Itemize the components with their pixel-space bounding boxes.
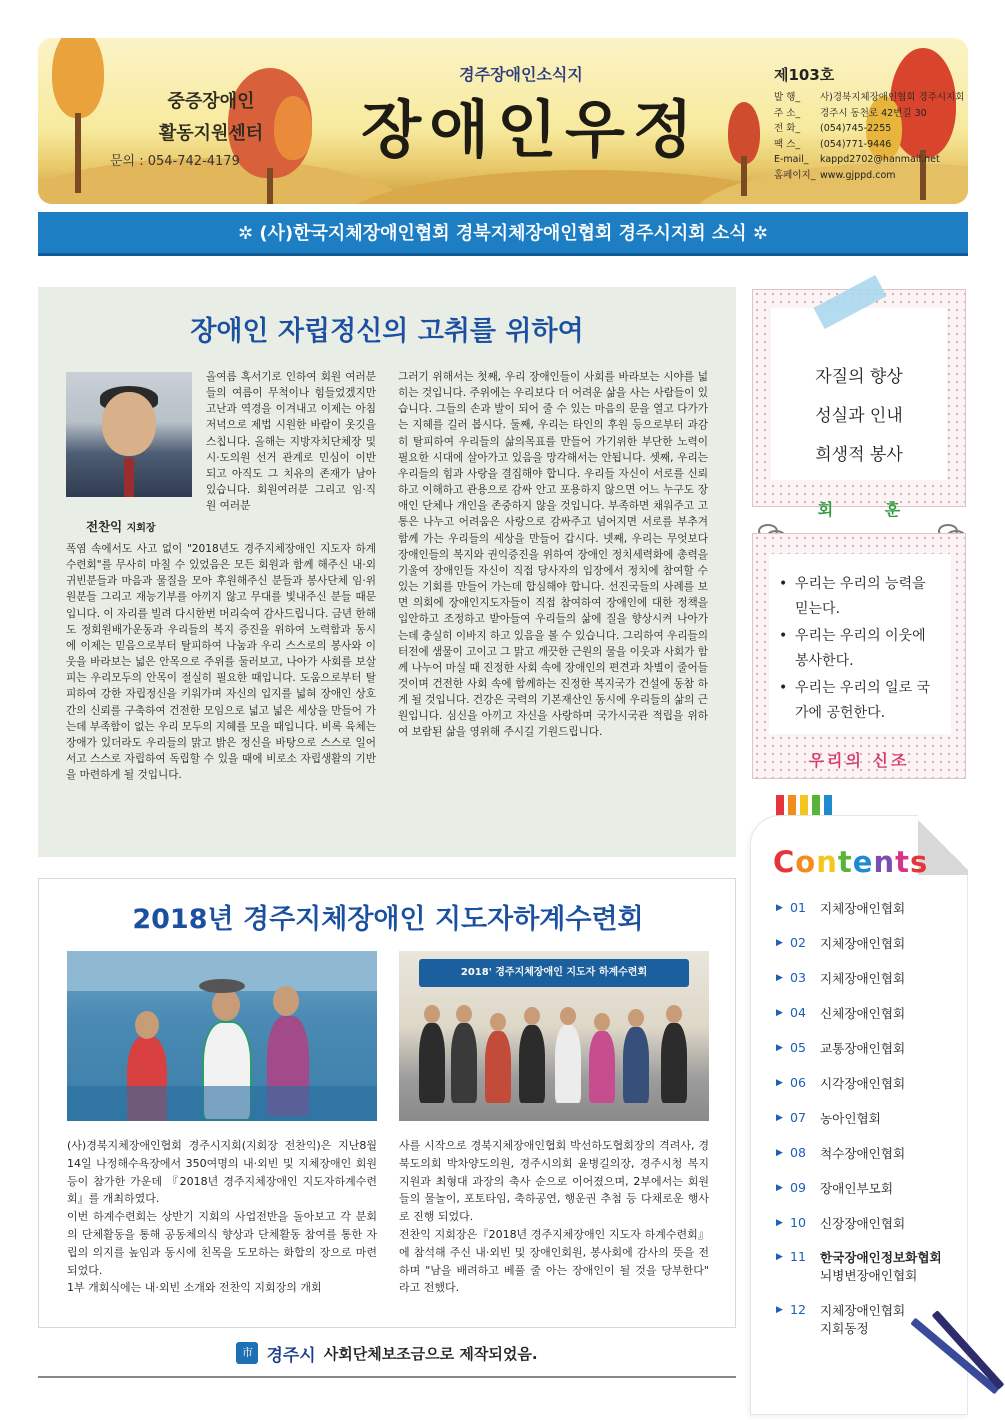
article-text-col2: 사를 시작으로 경북지체장애인협회 박선하도협회장의 격려사, 경북도의회 박차양도의원, 경주시의회 윤병길의장, 경주시청 복지지원과 최형대 과장의 축사 순으로 이어졌으며, 2부에서는 회원들의 물놀이, 포토타임, 축하공연, 행운권 추첨 등 다채로운 행사로 진행 되었다. 전찬익 지회장은『2018년 경주지체장애인 지도자 하계수련회』에 참석해 주신 내·외빈 및 장애인회원, 봉사회에 감사의 뜻을 전하며 "남을 배려하고 베풀 줄 아는 장애인이 될 것을 당부한다" 라고 전했다. — [399, 1139, 709, 1295]
portrait-photo — [66, 372, 192, 497]
info-row: E-mail_ kappd2702@hanmail.net — [774, 154, 940, 165]
section-banner — [38, 212, 968, 256]
center-name-line1: 중증장애인 — [167, 91, 255, 112]
beach-photo — [67, 951, 377, 1121]
arrow-right-icon: ▶ — [776, 938, 783, 948]
publisher-info — [774, 90, 964, 183]
creed-title: 우리의 신조 — [808, 751, 910, 770]
issue-number: 제103호 — [774, 66, 835, 84]
city-logo-icon: 市 — [236, 1342, 258, 1364]
portrait-face — [102, 392, 156, 456]
arrow-right-icon: ▶ — [776, 1305, 783, 1315]
center-name-line2: 활동지원센터 — [158, 123, 264, 144]
creed-box — [752, 533, 966, 779]
event-banner: 2018' 경주지체장애인 지도자 하계수련회 — [419, 959, 689, 987]
contents-item[interactable]: ▶ 09 장애인부모회 — [776, 1180, 893, 1196]
creed-item: • 우리는 우리의 능력을 믿는다. — [779, 576, 926, 617]
creed-item: • 우리는 우리의 일로 국가에 공헌한다. — [779, 680, 931, 721]
caption-role: 지회장 — [126, 523, 156, 534]
banner-text: ✲ (사)한국지체장애인협회 경북지체장애인협회 경주시지회 소식 ✲ — [237, 223, 769, 244]
article-summer-camp — [38, 878, 736, 1328]
motto-label-left: 회 — [817, 500, 834, 519]
contents-item[interactable]: ▶ 01 지체장애인협회 — [776, 900, 906, 916]
newsletter-subtitle: 경주장애인소식지 — [459, 65, 583, 84]
contents-item[interactable]: ▶ 06 시각장애인협회 — [776, 1075, 906, 1091]
info-row: 홈페이지_ www.gjppd.com — [774, 169, 896, 181]
contents-item[interactable]: ▶ 10 신장장애인협회 — [776, 1215, 906, 1231]
masthead — [38, 38, 968, 204]
arrow-right-icon: ▶ — [776, 973, 783, 983]
arrow-right-icon: ▶ — [776, 903, 783, 913]
info-row: 팩 스_ (054)771-9446 — [774, 138, 892, 150]
footer — [38, 1332, 736, 1374]
footer-text: 사회단체보조금으로 제작되었음. — [323, 1344, 538, 1363]
motto-label — [752, 497, 966, 520]
article-editorial — [38, 287, 736, 857]
article-title: 장애인 자립정신의 고취를 위하여 — [190, 316, 584, 347]
portrait-caption — [86, 517, 156, 535]
motto-line: 희생적 봉사 — [815, 445, 903, 465]
arrow-right-icon: ▶ — [776, 1148, 783, 1158]
motto-inner — [771, 308, 947, 480]
arrow-right-icon: ▶ — [776, 1218, 783, 1228]
contents-item[interactable]: ▶ 05 교통장애인협회 — [776, 1040, 906, 1056]
article-text-col1-bottom: 폭염 속에서도 사고 없이 "2018년도 경주지체장애인 지도자 하계수련회"를 무사히 마칠 수 있었음은 모든 회원과 함께 해주신 내·외 귀빈분들과 마음과 물질을 모아 후원해주신 분들과 봉사단체 임·위원분들 그리고 재능기부를 아끼지 않고 무대를 빛내주신 분들 때문입니다. 이 자리를 빌려 다시한번 머리숙여 감사드립니다. 금년 한해도 정회원배가운동과 우리들의 복지 증진을 위하여 노력함과 동시에 이제는 믿음으로부터 탈피하여 나눔과 우리 스스로의 봉사와 이웃을 바라보는 넓은 안목으로 주위를 둘러보고, 나아가 사회를 보살피는 우리모두의 안목이 절실히 필요한 때입니다. 도움으로부터 탈피하여 강한 자립정신을 키워가며 자신의 입지를 넓혀 장애인 상호간의 신뢰를 구축하여 건전한 모임으로 넓고 넓은 세상을 만들어 가는데 부족함이 없는 우리 모두의 지혜를 모을 때입니다. 비록 육체는 장애가 있더라도 우리들의 맑고 밝은 정신을 바탕으로 스스로 일어서고 스스로 자립하여 독립할 수 있을 때에 비로소 자립생활의 기반을 마련하게 될 것입니다. — [66, 543, 376, 782]
contents-item[interactable]: ▶ 04 신체장애인협회 — [776, 1005, 906, 1021]
motto-line: 자질의 향상 — [815, 367, 903, 387]
article-text-col2: 그러기 위해서는 첫째, 우리 장애인들이 사회를 바라보는 시야를 넓히는 것입니다. 주위에는 우리보다 더 어려운 삶을 사는 사람들이 있습니다. 그들의 손과 발이 되어 줄 수 있는 마음의 문을 열고 다가가는 지혜를 길러 봅시다. 둘째, 우리는 타인의 후원 등으로부터 과감히 탈피하여 우리들의 삶의목표를 만들어 가기위한 부단한 노력이 필요한 시대에 살아가고 있음을 망각해서는 안됩니다. 셋째, 우리는 우리들의 힘과 사랑을 결집해야 합니다. 우리들 자신이 서로를 신뢰하고 이해하고 관용으로 감싸 안고 포용하지 않으면 어느 누구도 장애인 단체나 개인을 존중하지 않을 것입니다. 부족하면 채워주고 고통은 나누고 어려움은 사랑으로 감싸주고 넘어지면 서로를 부추겨 함께 가는 우리들의 세상을 만들어 갑시다. 넷째, 우리는 무엇보다 장애인들의 복지와 권익증진을 위하여 장애인 정치세력화에 총력을 기울여 장애인들 자신이 직접 당사자의 입장에서 정치에 참여할 수 있는 기회를 만들어 가는데 합심해야 합니다. 선진국들의 사례를 보면 의회에 장애인지도자들이 직접 참여하여 장애인에 대한 정책을 입안하고 조정하고 받아들여 우리들의 삶에 질을 향상시켜 나아가는데 충실히 이바지 하고 있음을 볼 수 있습니다. 그리하여 우리들의 터전에 샘물이 고이고 그 맑고 깨끗한 근원의 물을 이웃과 사회가 함께 나누어 마실 때 진정한 사회 속에 장애인의 편견과 차별이 줄어들 것이며 건전한 사회 속에 함께하는 진정한 복지국가 건설에 동참 하게 될 것입니다. 건강은 국력의 기본재산인 동시에 우리들의 삶의 근원입니다. 심신을 아끼고 자신을 사랑하며 국가시국관 적립을 위하여 보람된 삶을 영위해 주시길 기원드립니다. — [398, 371, 708, 739]
info-row: 발 행_ 사)경북지체장애인협회 경주시지회 — [774, 92, 965, 103]
newsletter-title: 장애인우정 — [361, 93, 701, 166]
portrait-tie — [124, 458, 134, 497]
article-text-col1: (사)경북지체장애인협회 경주시지회(지회장 전찬익)은 지난8월14일 나정해수욕장에서 350여명의 내·외빈 및 지체장애인 회원 등이 참가한 가운데 『2018년 경주지체장애인 지도자하계수련회』를 개최하였다. 이번 하계수련회는 상반기 지회의 사업전반을 돌아보고 각 분회의 단체활동을 통해 공동체의식 향상과 단체활동 참여를 통한 자립의 의지를 높임과 동시에 친목을 도모하는 화합의 장으로 마련되었다. 1부 개회식에는 내·외빈 소개와 전찬익 지회장의 개회 — [67, 1139, 377, 1295]
contents-item[interactable]: ▶ 08 척수장애인협회 — [776, 1145, 906, 1161]
contents-item[interactable]: ▶ 07 농아인협회 — [776, 1110, 881, 1126]
motto-label-right: 훈 — [884, 500, 901, 519]
creed-inner — [769, 554, 951, 734]
info-row: 주 소_ 경주시 동천로 42번길 30 — [774, 107, 927, 119]
contents-title: Contents — [773, 845, 929, 879]
arrow-right-icon: ▶ — [776, 1252, 783, 1262]
article-text-col1-top: 올여름 혹서기로 인하여 회원 여러분들의 여름이 무척이나 힘들었겠지만 고난과 역경을 이겨내고 이제는 아침저녁으로 제법 시원한 바람이 옷깃을 스칩니다. 올해는 지방자치단체장 및 시·도의원 선거 관계로 민심이 이반되고 아직도 그 치유의 존재가 남아있습니다. 회원여러분 그리고 임·직원 여러분 — [206, 371, 376, 513]
arrow-right-icon: ▶ — [776, 1113, 783, 1123]
motto-box — [752, 289, 966, 507]
center-phone: 문의 : 054-742-4179 — [110, 154, 240, 169]
footer-divider — [38, 1376, 736, 1378]
center-name — [146, 86, 276, 150]
contents-item[interactable]: ▶ 03 지체장애인협회 — [776, 970, 906, 986]
arrow-right-icon: ▶ — [776, 1183, 783, 1193]
motto-line: 성실과 인내 — [815, 406, 903, 426]
footer-city: 경주시 — [266, 1345, 316, 1366]
caption-name: 전찬익 — [86, 519, 123, 534]
contents-item[interactable]: ▶ 11 한국장애인정보화협회 뇌병변장애인협회 — [776, 1249, 942, 1283]
info-row: 전 화_ (054)745-2255 — [774, 123, 892, 134]
group-photo — [399, 951, 709, 1121]
contents-item[interactable]: ▶ 12 지체장애인협회 지회동정 — [776, 1302, 906, 1336]
article-title: 2018년 경주지체장애인 지도자하계수련회 — [132, 904, 644, 935]
contents-item[interactable]: ▶ 02 지체장애인협회 — [776, 935, 906, 951]
creed-item: • 우리는 우리의 이웃에 봉사한다. — [779, 628, 926, 669]
arrow-right-icon: ▶ — [776, 1008, 783, 1018]
arrow-right-icon: ▶ — [776, 1043, 783, 1053]
arrow-right-icon: ▶ — [776, 1078, 783, 1088]
